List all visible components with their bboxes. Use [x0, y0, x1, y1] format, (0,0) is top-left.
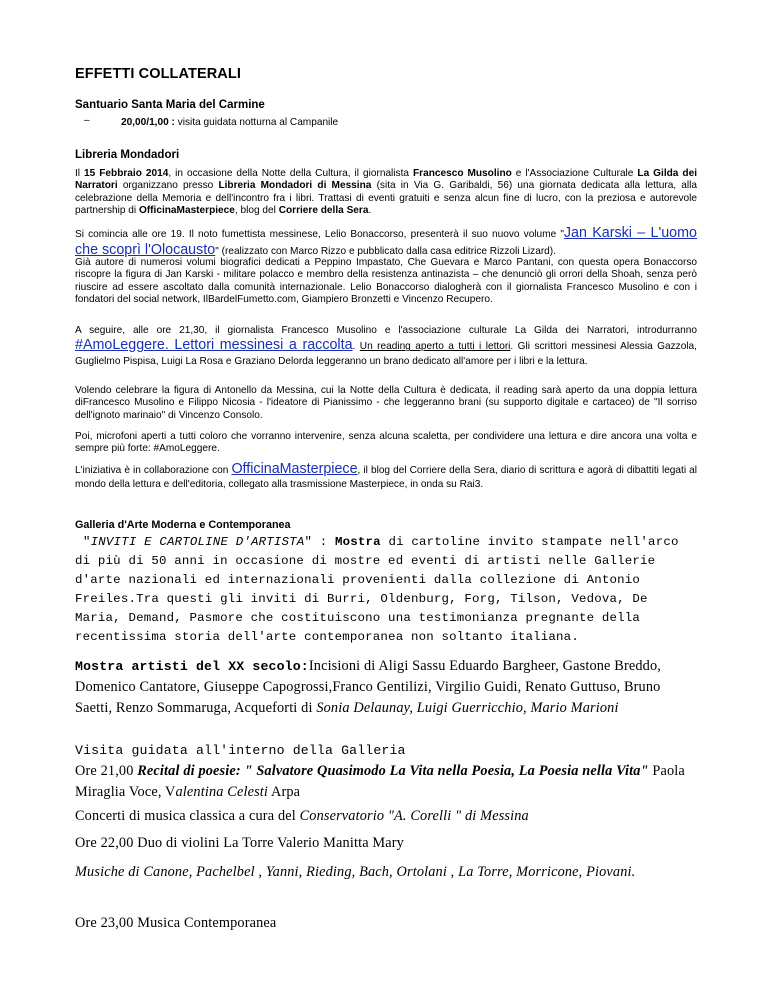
text-run: , blog del	[234, 204, 279, 216]
galleria-artists-paragraph	[75, 656, 697, 719]
visit-text: visita guidata notturna al Campanile	[174, 117, 339, 128]
galleria-recital-paragraph	[75, 740, 697, 803]
text-run: organizzano presso	[117, 180, 219, 192]
text-run: " (realizzato con Marco Rizzo e pubblicato dalla casa editrice Rizzoli Lizard).	[215, 245, 556, 257]
mondadori-reading-paragraph	[75, 324, 697, 369]
partner-name: OfficinaMasterpiece	[138, 204, 235, 216]
book-link[interactable]: Jan Karski – L'uomo che scoprì l'Olocausto	[75, 225, 697, 258]
galleria-music-list: Musiche di Canone, Pachelbel , Yanni, Rieding, Bach, Ortolani , La Torre, Morricone, Piovani.	[75, 864, 636, 880]
association-name: La Gilda dei Narratori	[75, 168, 697, 192]
text-run: .	[352, 341, 360, 353]
galleria-contemporary-line: Ore 23,00 Musica Contemporanea	[75, 915, 277, 931]
venue-name: Libreria Mondadori di Messina	[218, 180, 372, 192]
galleria-inviti-paragraph	[75, 533, 697, 647]
galleria-concerts-paragraph	[75, 806, 697, 827]
text-run: , il blog del Corriere della Sera, diario di scrittura e agorà di dibattiti legati al mondo della lettura e dell'editoria, collegato alla trasmissione Masterpiece, in onda su Rai3.	[75, 465, 698, 491]
santuario-heading: Santuario Santa Maria del Carmine	[75, 99, 265, 111]
exhibition-title: INVITI E CARTOLINE D'ARTISTA	[90, 535, 305, 549]
text-run: Il	[75, 168, 85, 179]
poem-title: " Salvatore Quasimodo La Vita nella Poesia, La Poesia nella Vita"	[240, 763, 649, 779]
guided-visit-line: Visita guidata all'interno della Galleria	[75, 743, 406, 758]
journalist-name: Francesco Musolino	[413, 168, 512, 179]
mondadori-intro-paragraph	[75, 168, 697, 217]
text-run: Concerti di musica classica a cura del	[75, 808, 300, 824]
mondadori-author-paragraph: Già autore di numerosi volumi biografici dedicati a Peppino Impastato, Che Guevara e Marco Pantani, con questa opera Bonaccorso riscopre la figura di Jan Karski - militare polacco e membro della resistenza antinazista – che denunciò gli orrori della Shoah, senza però riuscire ad essere ascoltato dalla comunità internazionale. Lelio Bonaccorso dialogherà con il giornalista Francesco Musolino e con i fondatori del social network, IlBardelFumetto.com, Giampiero Bronzetti e Vincenzo Recupero.	[75, 257, 697, 305]
text-run: Si comincia alle ore 19. Il noto fumettista messinese, Lelio Bonaccorso, presenterà il suo nuovo volume "	[75, 229, 564, 240]
text-run: "	[83, 535, 91, 549]
artists-label: Mostra artisti del XX secolo:	[75, 659, 309, 674]
text-run: di cartoline invito stampate nell'arco di più di 50 anni in occasione di mostre ed eventi di artisti nelle Gallerie d'arte nazionali ed internazionali provenienti dalla collezione di Antonio Freiles.Tra questi gli inviti di Burri, Oldenburg, Forg, Tilson, Vedova, De Maria, Demand, Pasmore che costituiscono una testimonianza pregnante della recentissima storia dell'arte contemporanea non soltanto italiana.	[75, 535, 679, 644]
mostra-label: Mostra	[334, 535, 381, 549]
mondadori-book-paragraph	[75, 226, 697, 259]
officinamasterpiece-link[interactable]: OfficinaMasterpiece	[231, 461, 358, 477]
performer-name: alentina Celesti	[175, 784, 269, 800]
text-run: Paola Miraglia Voce, V	[75, 763, 685, 800]
text-run: A seguire, alle ore 21,30, il giornalista Francesco Musolino e l'associazione culturale La Gilda dei Narratori, introdurranno	[75, 325, 697, 336]
text-run: " :	[304, 535, 335, 549]
text-run: Ore 21,00	[75, 763, 138, 779]
mondadori-antonello-paragraph: Volendo celebrare la figura di Antonello da Messina, cui la Notte della Cultura è dedicata, il reading sarà aperto da una doppia lettura diFrancesco Musolino e Filippo Nicosia - l'ideatore di Pianissimo - che leggeranno brani (su supporto digitale e cartaceo) de "Il sorriso dell'ignoto marinaio" di Vincenzo Consolo.	[75, 385, 697, 421]
event-date: 15 Febbraio 2014	[84, 168, 169, 179]
amoleggere-link[interactable]: #AmoLeggere. Lettori messinesi a raccolta	[75, 337, 353, 354]
conservatorio-name: "A. Corelli " di Messina	[387, 808, 529, 824]
underlined-text: Un reading aperto a tutti i lettori	[359, 341, 511, 353]
mondadori-heading: Libreria Mondadori	[75, 149, 180, 161]
text-run: e l'Associazione Culturale	[511, 168, 638, 179]
newspaper-name: Corriere della Sera	[278, 204, 369, 216]
mondadori-collab-paragraph	[75, 462, 697, 493]
text-run: Arpa	[268, 784, 301, 800]
galleria-heading: Galleria d'Arte Moderna e Contemporanea	[75, 519, 291, 531]
artists-italic: Sonia Delaunay, Luigi Guerricchio, Mario Marioni	[316, 700, 619, 716]
text-run: L'iniziativa è in collaborazione con	[75, 465, 232, 476]
mondadori-open-mic-paragraph: Poi, microfoni aperti a tutti coloro che vorranno intervenire, senza alcuna scaletta, per condividere una lettura e dire ancora una volta e sempre più forte: #AmoLeggere.	[75, 431, 697, 455]
text-run: , in occasione della Notte della Cultura, il giornalista	[168, 168, 413, 179]
text-run: Incisioni di Aligi Sassu Eduardo Bargheer, Gastone Breddo, Domenico Cantatore, Giuseppe Capogrossi,Franco Gentilizi, Virgilio Guidi, Renato Guttuso, Bruno Saetti, Renzo Sommaruga, Acqueforti di	[75, 658, 661, 716]
page-title: EFFETTI COLLATERALI	[75, 66, 241, 82]
text-run: (sita in Via G. Garibaldi, 56) una giornata dedicata alla lettura, alla celebrazione della Memoria e dell'incontro fra i libri. Trattasi di eventi gratuiti e senza alcun fine di lucro, con la preziosa e autorevole partnership di	[75, 180, 697, 216]
recital-label: Recital di poesie:	[137, 763, 241, 779]
text-run: . Gli scrittori messinesi Alessia Gazzola, Guglielmo Pispisa, Luigi La Rosa e Graziano Delorda leggeranno un brano dedicato all'amore per i libri e la lettura.	[75, 341, 697, 367]
visit-time: 20,00/1,00 :	[121, 117, 175, 128]
text-run: .	[368, 204, 372, 216]
santuario-visit-item	[121, 117, 338, 128]
bullet-dash: –	[84, 115, 90, 126]
conservatorio-label: Conservatorio	[299, 808, 385, 824]
galleria-duo-line: Ore 22,00 Duo di violini La Torre Valerio Manitta Mary	[75, 835, 404, 851]
